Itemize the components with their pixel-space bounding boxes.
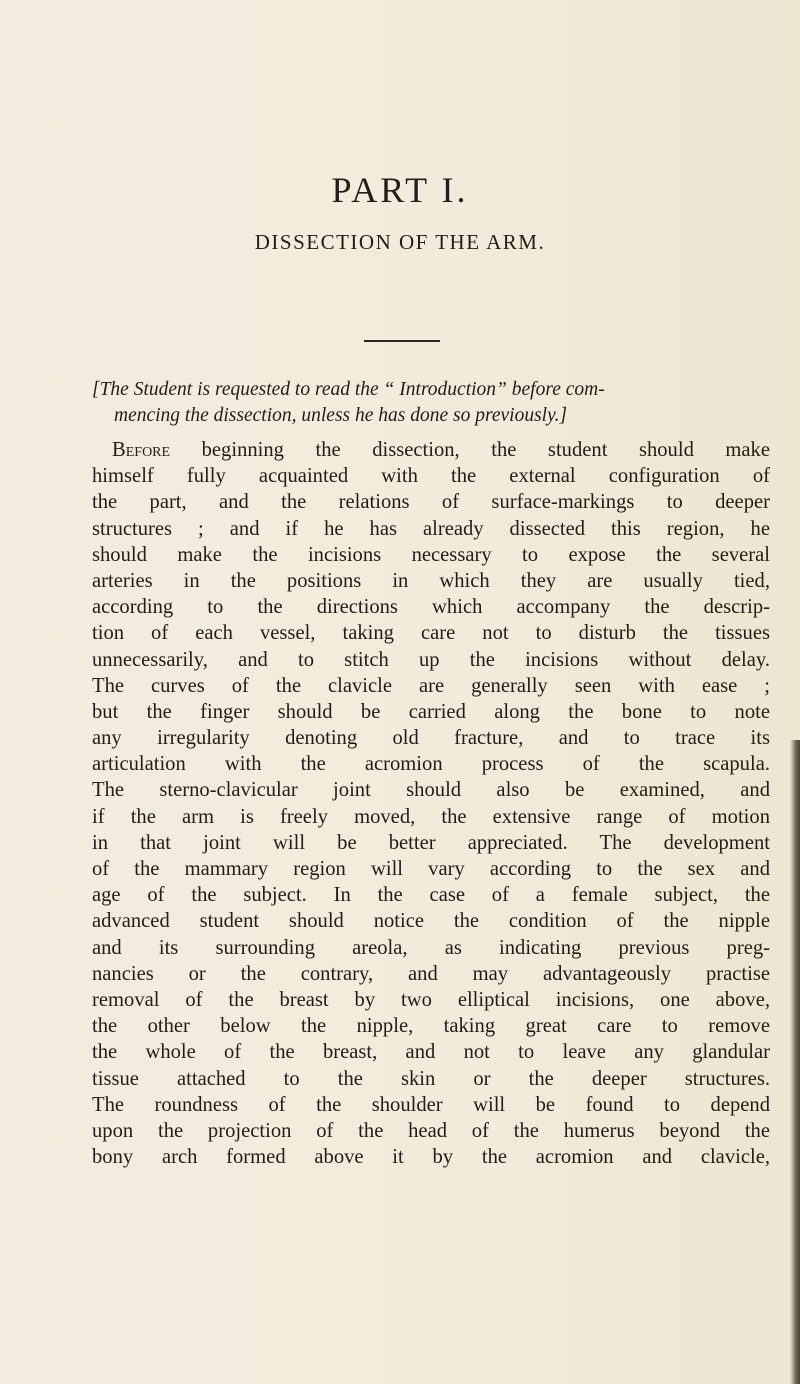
paragraph-line: according to the directions which accompany the descrip-: [92, 596, 770, 619]
paragraph-line: the whole of the breast, and not to leave any glandular: [92, 1041, 770, 1064]
chapter-title: DISSECTION OF THE ARM.: [254, 230, 546, 254]
body-paragraph: [92, 437, 770, 1170]
paragraph-line: of the mammary region will vary according to the sex and: [92, 858, 770, 880]
paragraph-line: the part, and the relations of surface-markings to deeper: [92, 491, 770, 514]
editorial-note: [92, 377, 772, 429]
paragraph-line: tion of each vessel, taking care not to disturb the tissues: [92, 622, 770, 645]
paragraph-line: tissue attached to the skin or the deeper structures.: [92, 1067, 770, 1090]
note-line-1: [The Student is requested to read the “ Introduction” before com-: [92, 379, 605, 400]
paragraph-line: The sterno-clavicular joint should also be examined, and: [92, 779, 770, 802]
paragraph-line: The curves of the clavicle are generally seen with ease ;: [92, 674, 770, 697]
paragraph-line: in that joint will be better appreciated. The development: [92, 831, 770, 854]
page-edge-shadow: [790, 740, 800, 1384]
paragraph-line: the other below the nipple, taking great care to remove: [92, 1015, 770, 1038]
paragraph-line: The roundness of the shoulder will be found to depend: [92, 1093, 770, 1116]
paragraph-line: arteries in the positions in which they are usually tied,: [92, 569, 770, 592]
paragraph-line: structures ; and if he has already dissected this region, he: [92, 517, 770, 540]
paragraph-line: and its surrounding areola, as indicating previous preg-: [92, 936, 770, 959]
paragraph-line: Before beginning the dissection, the student should make: [112, 439, 770, 461]
paragraph-line: nancies or the contrary, and may advantageously practise: [92, 962, 770, 985]
paragraph-line: if the arm is freely moved, the extensive range of motion: [92, 805, 770, 828]
paragraph-line: removal of the breast by two elliptical incisions, one above,: [92, 988, 770, 1011]
paragraph-line: himself fully acquainted with the external configuration of: [92, 465, 770, 488]
paragraph-line: should make the incisions necessary to expose the several: [92, 543, 770, 566]
paragraph-line: age of the subject. In the case of a female subject, the: [92, 884, 770, 907]
first-word: Before: [112, 439, 171, 461]
paragraph-line: articulation with the acromion process of the scapula.: [92, 753, 770, 776]
paragraph-line: any irregularity denoting old fracture, and to trace its: [92, 727, 770, 750]
part-title: PART I.: [331, 170, 469, 210]
paragraph-line: upon the projection of the head of the humerus beyond the: [92, 1119, 770, 1142]
note-line-2: mencing the dissection, unless he has done so previously.]: [114, 405, 568, 426]
section-divider: [364, 340, 440, 342]
paragraph-line: bony arch formed above it by the acromion and clavicle,: [92, 1146, 770, 1169]
paragraph-line: advanced student should notice the condition of the nipple: [92, 910, 770, 933]
paragraph-line: unnecessarily, and to stitch up the incisions without delay.: [92, 648, 770, 671]
paragraph-line: but the finger should be carried along the bone to note: [92, 700, 770, 723]
